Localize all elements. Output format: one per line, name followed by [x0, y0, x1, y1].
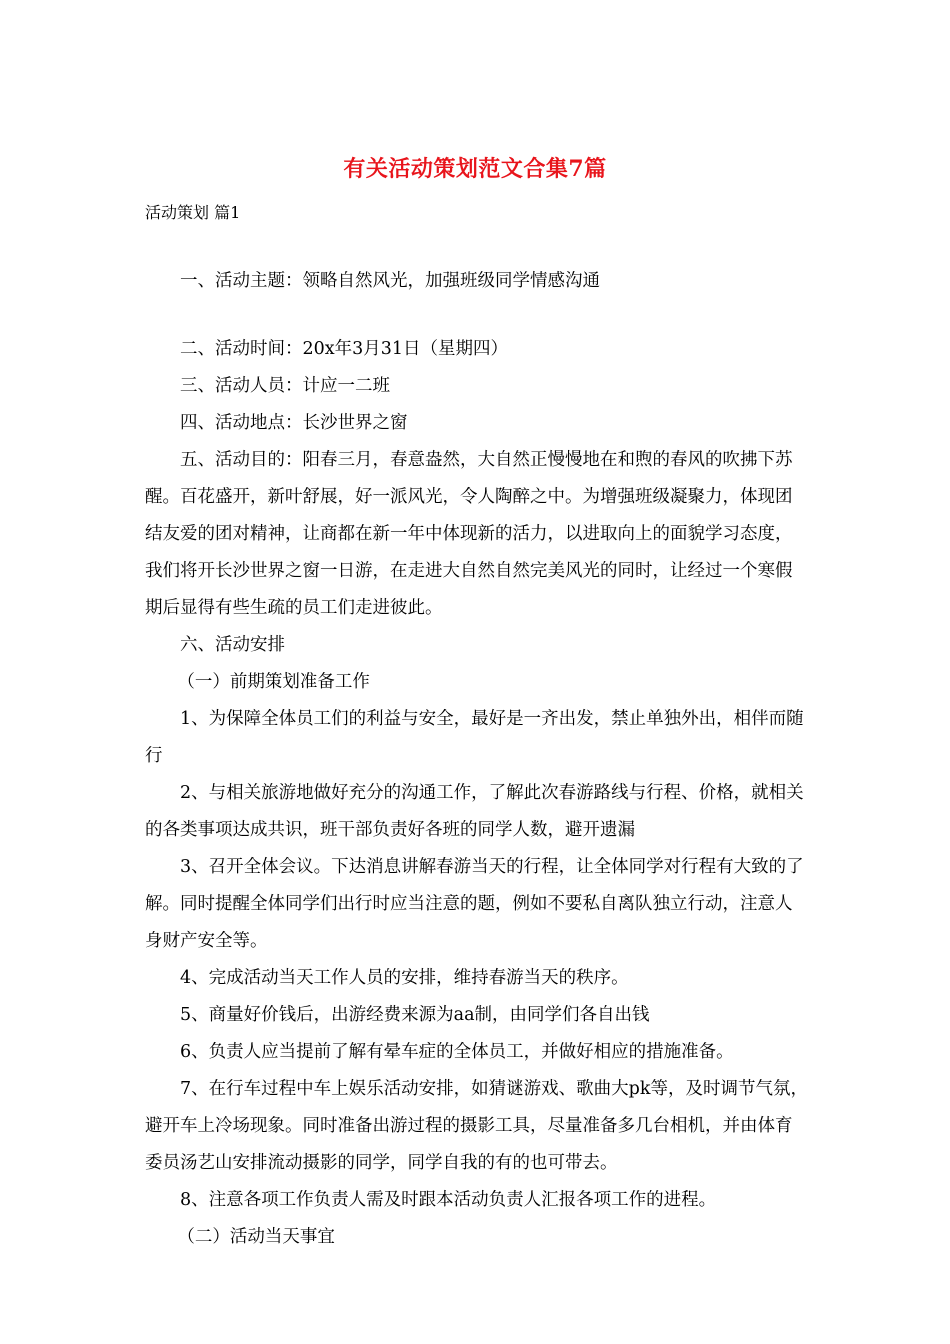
paragraph-participants: 三、活动人员：计应一二班 — [180, 376, 390, 396]
paragraph-day-heading: （二）活动当天事宜 — [177, 1227, 335, 1247]
paragraph-location: 四、活动地点：长沙世界之窗 — [180, 413, 408, 433]
list-item: 8、注意各项工作负责人需及时跟本活动负责人汇报各项工作的进程。 — [180, 1190, 717, 1210]
document-body — [145, 263, 809, 1256]
list-item: 3、召开全体会议。下达消息讲解春游当天的行程，让全体同学对行程有大致的了解。同时提醒全体同学们出行时应当注意的题，例如不要私自离队独立行动，注意人身财产安全等。 — [145, 857, 804, 951]
document-title: 有关活动策划范文合集7篇 — [343, 156, 607, 182]
paragraph-preparation-heading: （一）前期策划准备工作 — [177, 672, 370, 692]
list-item: 2、与相关旅游地做好充分的沟通工作，了解此次春游路线与行程、价格，就相关的各类事项达成共识，班干部负责好各班的同学人数，避开遗漏 — [145, 783, 804, 840]
list-item: 5、商量好价钱后，出游经费来源为aa制，由同学们各自出钱 — [180, 1005, 650, 1025]
paragraph-time: 二、活动时间：20x年3月31日（星期四） — [180, 339, 509, 359]
list-item: 4、完成活动当天工作人员的安排，维持春游当天的秩序。 — [180, 968, 629, 988]
list-item: 1、为保障全体员工们的利益与安全，最好是一齐出发，禁止单独外出，相伴而随行 — [145, 709, 804, 766]
paragraph-gap — [145, 300, 809, 331]
paragraph-purpose: 五、活动目的：阳春三月，春意盎然，大自然正慢慢地在和煦的春风的吹拂下苏醒。百花盛开，新叶舒展，好一派风光，令人陶醉之中。为增强班级凝聚力，体现团结友爱的团对精神，让商都在新一年中体现新的活力，以进取向上的面貌学习态度，我们将开长沙世界之窗一日游，在走进大自然自然完美风光的同时，让经过一个寒假期后显得有些生疏的员工们走进彼此。 — [145, 450, 793, 618]
paragraph-theme: 一、活动主题：领略自然风光，加强班级同学情感沟通 — [180, 271, 600, 291]
paragraph-arrangement-heading: 六、活动安排 — [180, 635, 285, 655]
list-item: 7、在行车过程中车上娱乐活动安排，如猜谜游戏、歌曲大pk等，及时调节气氛，避开车上冷场现象。同时准备出游过程的摄影工具，尽量准备多几台相机，并由体育委员汤艺山安排流动摄影的同学，同学自我的有的也可带去。 — [145, 1079, 808, 1173]
list-item: 6、负责人应当提前了解有晕车症的全体员工，并做好相应的措施准备。 — [180, 1042, 734, 1062]
section-heading: 活动策划 篇1 — [145, 203, 241, 222]
